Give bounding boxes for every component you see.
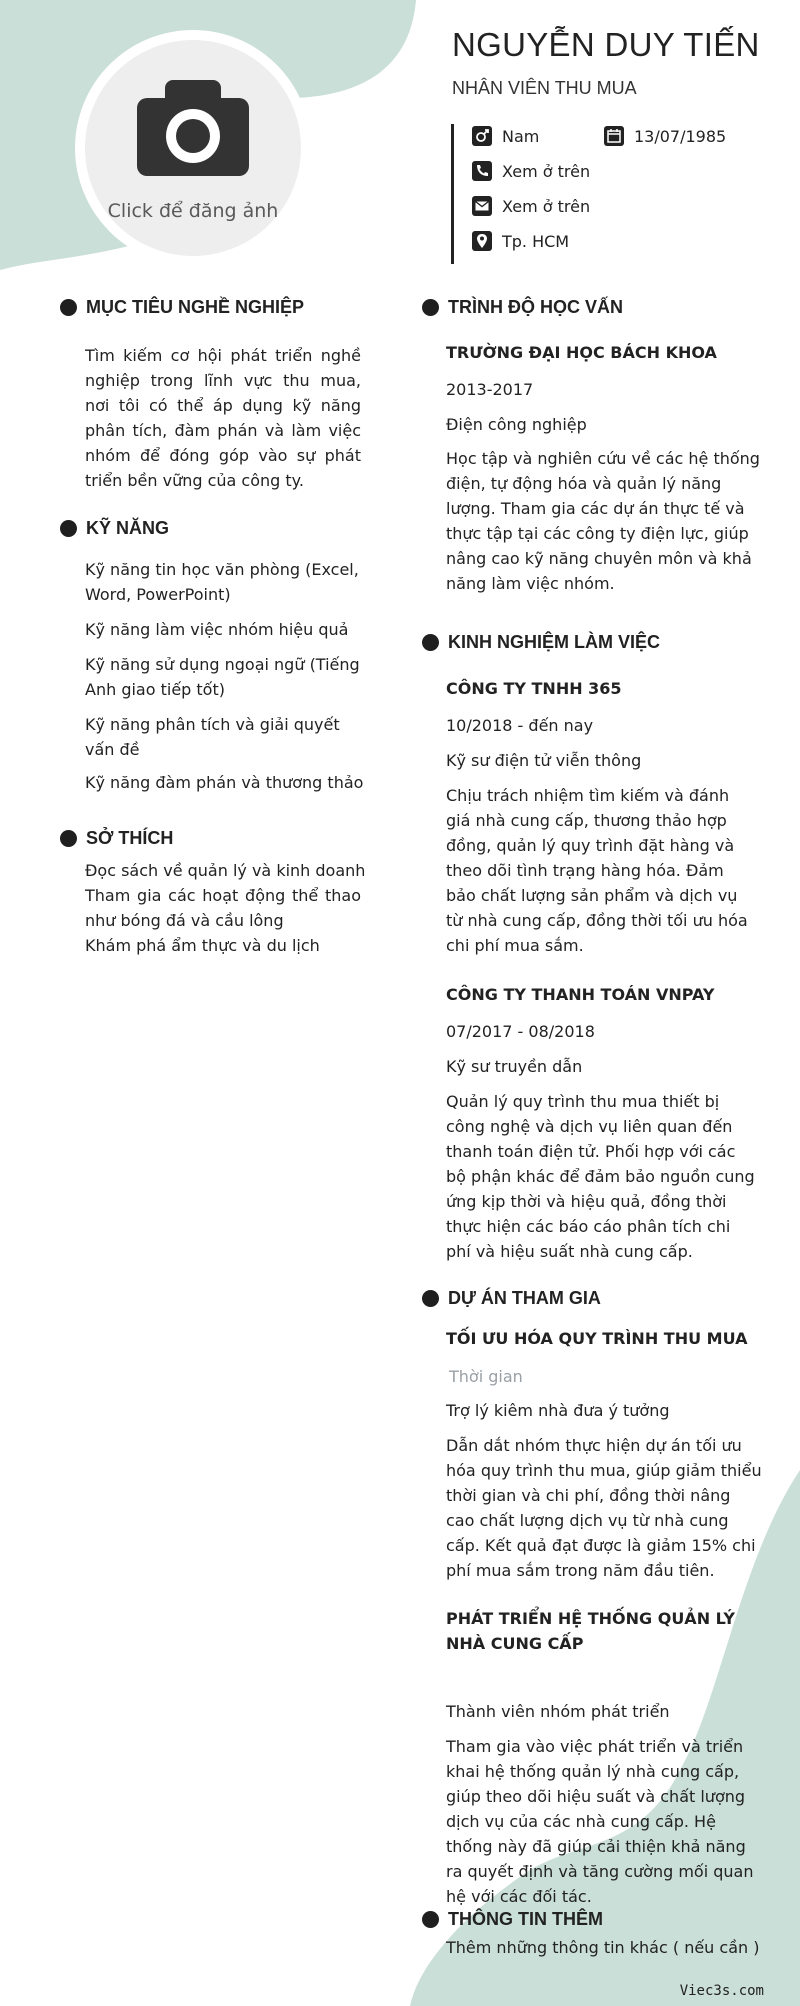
bullet-dot [60, 299, 77, 316]
bullet-dot [60, 830, 77, 847]
job-position: Kỹ sư điện tử viễn thông [446, 751, 642, 770]
project-description: Tham gia vào việc phát triển và triển khai hệ thống quản lý nhà cung cấp, giúp theo dõi hiệu suất và chất lượng dịch vụ của các nhà cung cấp. Hệ thống này đã giúp cải thiện khả năng ra quyết định và tăng cường mối quan hệ với các đối tác. [446, 1737, 754, 1906]
contact-divider [451, 124, 454, 264]
projects-title: DỰ ÁN THAM GIA [448, 1288, 601, 1308]
camera-icon [137, 76, 249, 176]
location-icon [472, 231, 492, 251]
address-value: Tp. HCM [502, 231, 570, 251]
job-position: Kỹ sư truyền dẫn [446, 1057, 583, 1076]
skill-item: Kỹ năng sử dụng ngoại ngữ (Tiếng Anh giao tiếp tốt) [85, 655, 360, 699]
calendar-icon [604, 126, 624, 146]
objective-title: MỤC TIÊU NGHỀ NGHIỆP [86, 297, 305, 317]
hobbies-title: SỞ THÍCH [86, 828, 174, 848]
skill-item: Kỹ năng phân tích và giải quyết vấn đề [85, 715, 340, 759]
projects-heading [422, 1288, 601, 1309]
education-title: TRÌNH ĐỘ HỌC VẤN [448, 297, 623, 317]
job-company: CÔNG TY TNHH 365 [446, 679, 622, 698]
project-role: Thành viên nhóm phát triển [446, 1702, 670, 1721]
experience-heading [422, 632, 660, 653]
skills-title: KỸ NĂNG [86, 518, 170, 538]
objective-text: Tìm kiếm cơ hội phát triển nghề nghiệp trong lĩnh vực thu mua, nơi tôi có thể áp dụng kỹ năng phân tích, đàm phán và làm việc nhóm để đóng góp vào sự phát triển bền vững của công ty. [85, 346, 361, 490]
additional-title: THÔNG TIN THÊM [448, 1909, 603, 1929]
gender-value: Nam [502, 126, 540, 146]
bullet-dot [422, 299, 439, 316]
bullet-dot [422, 1911, 439, 1928]
project-role: Trợ lý kiêm nhà đưa ý tưởng [446, 1401, 670, 1420]
project-name: PHÁT TRIỂN HỆ THỐNG QUẢN LÝ NHÀ CUNG CẤP [446, 1609, 735, 1653]
avatar-upload[interactable] [75, 30, 311, 266]
additional-heading [422, 1909, 603, 1930]
job-title: NHÂN VIÊN THU MUA [452, 78, 637, 98]
job-company: CÔNG TY THANH TOÁN VNPAY [446, 985, 715, 1004]
objective-heading [60, 297, 304, 318]
email-value: Xem ở trên [502, 196, 591, 216]
bullet-dot [422, 1290, 439, 1307]
project-time: Thời gian [449, 1367, 523, 1386]
footer-watermark: Viec3s.com [679, 1983, 764, 1999]
gender-icon [472, 126, 492, 146]
email-icon [472, 196, 492, 216]
hobby-item: Tham gia các hoạt động thể thao như bóng đá và cầu lông [85, 886, 361, 930]
skill-item: Kỹ năng đàm phán và thương thảo [85, 773, 364, 792]
job-period: 07/2017 - 08/2018 [446, 1022, 595, 1041]
additional-text: Thêm những thông tin khác ( nếu cần ) [446, 1938, 760, 1957]
contact-phone [472, 161, 590, 181]
phone-value: Xem ở trên [502, 161, 591, 181]
birthday-value: 13/07/1985 [634, 126, 727, 146]
job-description: Quản lý quy trình thu mua thiết bị công nghệ và dịch vụ liên quan đến thanh toán điện tử. Phối hợp với các bộ phận khác để đảm bảo nguồn cung ứng kịp thời và hiệu quả, đồng thời thực hiện các báo cáo phân tích chi phí và hiệu suất nhà cung cấp. [446, 1092, 755, 1261]
experience-title: KINH NGHIỆM LÀM VIỆC [448, 632, 661, 652]
education-period: 2013-2017 [446, 380, 534, 399]
contact-email [472, 196, 590, 216]
candidate-name: NGUYỄN DUY TIẾN [452, 26, 760, 63]
education-heading [422, 297, 623, 318]
hobby-item: Đọc sách về quản lý và kinh doanh [85, 861, 366, 880]
hobbies-heading [60, 828, 173, 849]
contact-address [472, 231, 569, 251]
project-description: Dẫn dắt nhóm thực hiện dự án tối ưu hóa quy trình thu mua, giúp giảm thiểu thời gian và chi phí, đồng thời nâng cao chất lượng dịch vụ từ nhà cung cấp. Kết quả đạt được là giảm 15% chi phí mua sắm trong năm đầu tiên. [446, 1436, 762, 1580]
contact-birthday [604, 126, 726, 146]
skills-heading [60, 518, 169, 539]
school-name: TRƯỜNG ĐẠI HỌC BÁCH KHOA [446, 343, 717, 362]
job-description: Chịu trách nhiệm tìm kiếm và đánh giá nhà cung cấp, thương thảo hợp đồng, quản lý quy trình đặt hàng và theo dõi tình trạng hàng hóa. Đảm bảo chất lượng sản phẩm và dịch vụ từ nhà cung cấp, đồng thời tối ưu hóa chi phí mua sắm. [446, 786, 748, 955]
education-description: Học tập và nghiên cứu về các hệ thống điện, tự động hóa và quản lý năng lượng. Tham gia các dự án thực tế và thực tập tại các công ty điện lực, giúp nâng cao kỹ năng chuyên môn và khả năng làm việc nhóm. [446, 449, 760, 593]
skill-item: Kỹ năng tin học văn phòng (Excel, Word, PowerPoint) [85, 560, 359, 604]
education-major: Điện công nghiệp [446, 415, 587, 434]
skill-item: Kỹ năng làm việc nhóm hiệu quả [85, 620, 349, 639]
job-period: 10/2018 - đến nay [446, 716, 594, 735]
phone-icon [472, 161, 492, 181]
hobby-item: Khám phá ẩm thực và du lịch [85, 936, 320, 955]
contact-gender [472, 126, 539, 146]
project-name: TỐI ƯU HÓA QUY TRÌNH THU MUA [446, 1329, 748, 1348]
avatar-caption: Click để đăng ảnh [107, 200, 279, 222]
bullet-dot [60, 520, 77, 537]
bullet-dot [422, 634, 439, 651]
